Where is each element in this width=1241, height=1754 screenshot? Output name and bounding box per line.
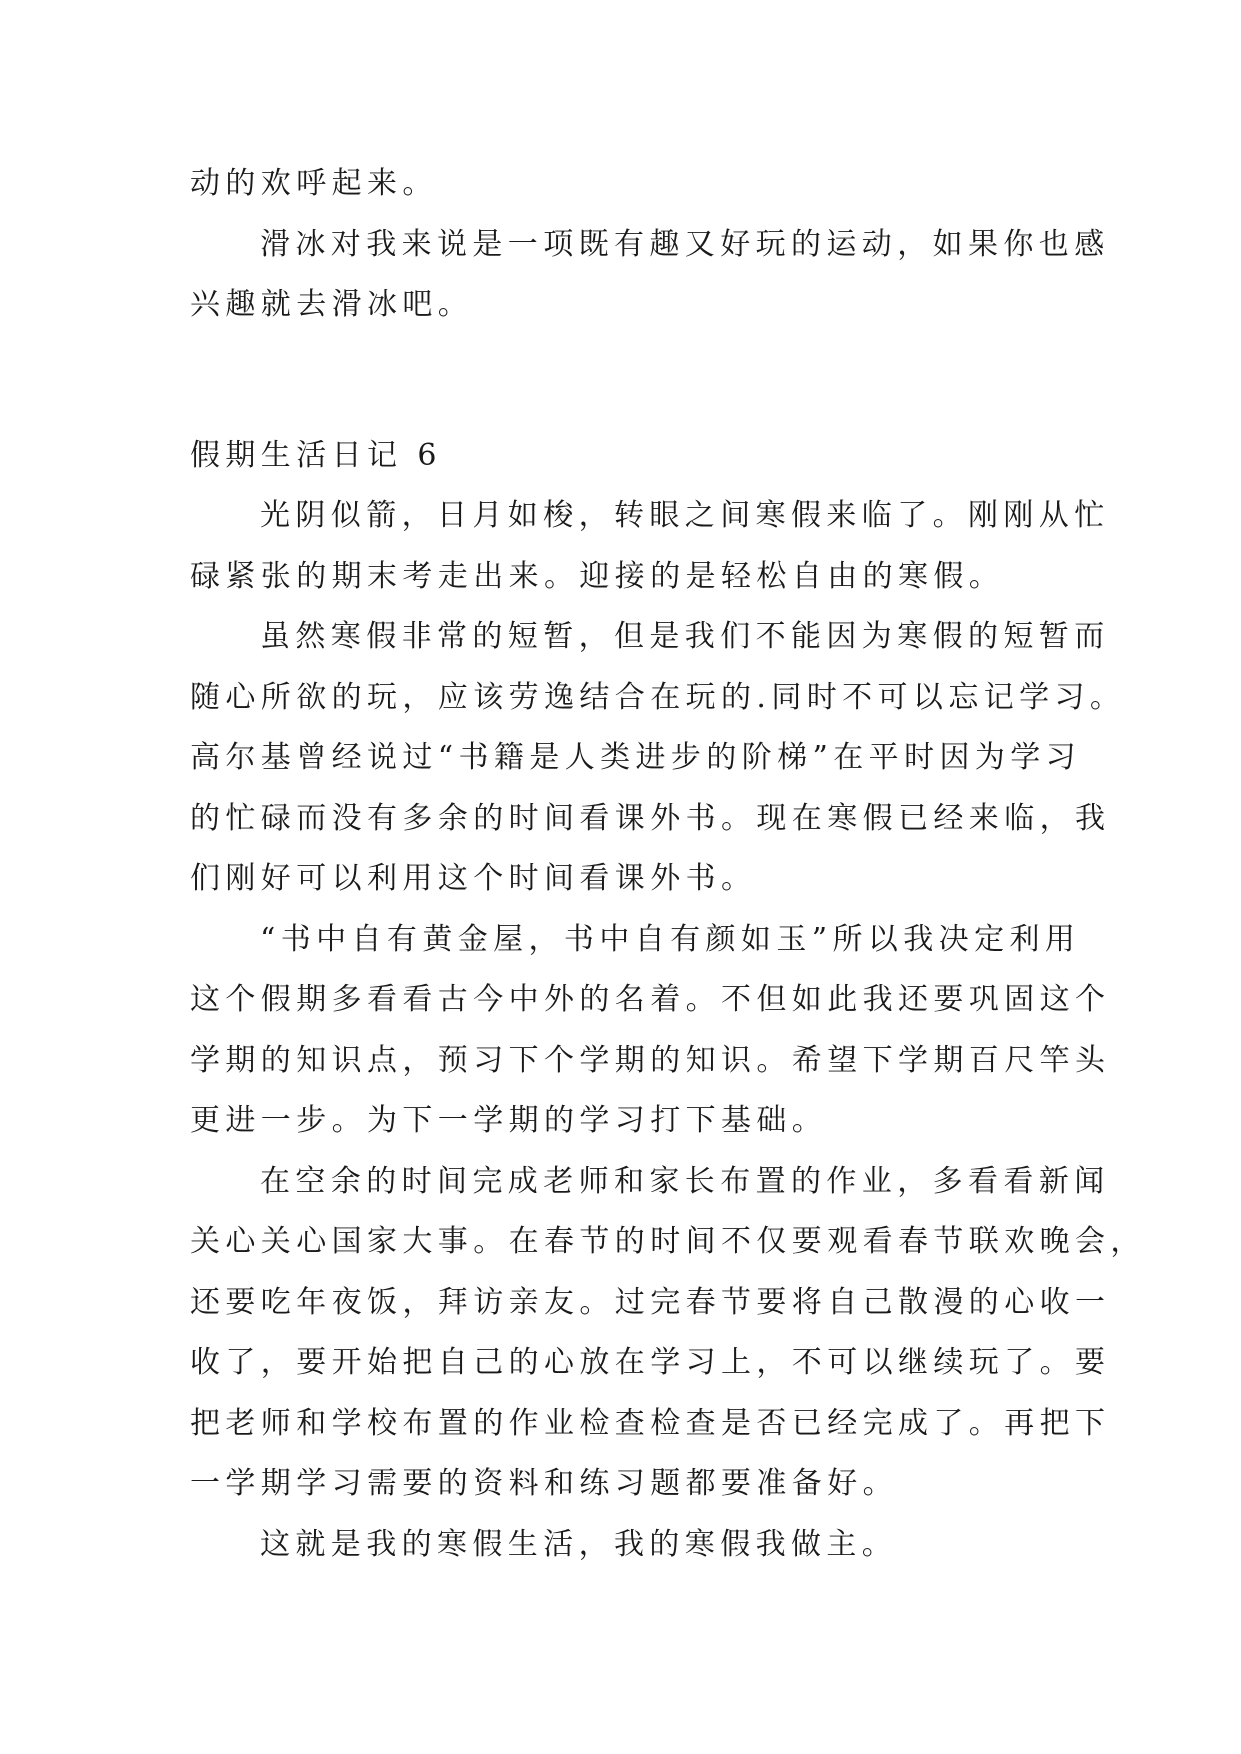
text-line: 一学期学习需要的资料和练习题都要准备好。 <box>190 1466 898 1501</box>
text-line: 关心关心国家大事。在春节的时间不仅要观看春节联欢晚会， <box>190 1224 1146 1259</box>
text-line: 滑冰对我来说是一项既有趣又好玩的运动，如果你也感 <box>260 226 1110 262</box>
paragraph <box>190 1152 1146 1515</box>
document-body <box>190 154 1146 1575</box>
text-line: 在空余的时间完成老师和家长布置的作业，多看看新闻 <box>260 1163 1110 1199</box>
text-line: 把老师和学校布置的作业检查检查是否已经完成了。再把下 <box>190 1405 1111 1441</box>
text-line: 兴趣就去滑冰吧。 <box>190 287 474 322</box>
text-line: 随心所欲的玩，应该劳逸结合在玩的.同时不可以忘记学习。 <box>190 679 1126 715</box>
text-line: 虽然寒假非常的短暂，但是我们不能因为寒假的短暂而 <box>260 619 1110 654</box>
text-line: “书中自有黄金屋，书中自有颜如玉”所以我决定利用 <box>260 921 1081 957</box>
text-line: 动的欢呼起来。 <box>190 166 438 201</box>
paragraph <box>190 1515 1090 1576</box>
text-line: 学期的知识点，预习下个学期的知识。希望下学期百尺竿头 <box>190 1042 1111 1078</box>
text-line: 们刚好可以利用这个时间看课外书。 <box>190 861 757 896</box>
previous-article-conclusion <box>190 215 1110 336</box>
paragraph <box>190 607 1126 910</box>
text-line: 的忙碌而没有多余的时间看课外书。现在寒假已经来临，我 <box>190 800 1111 836</box>
text-line: 这就是我的寒假生活，我的寒假我做主。 <box>260 1526 898 1562</box>
paragraph <box>190 486 1110 607</box>
text-line: 高尔基曾经说过“书籍是人类进步的阶梯”在平时因为学习 <box>190 740 1082 775</box>
previous-article-tail <box>190 154 1090 215</box>
text-line: 这个假期多看看古今中外的名着。不但如此我还要巩固这个 <box>190 982 1111 1017</box>
text-line: 光阴似箭，日月如梭，转眼之间寒假来临了。刚刚从忙 <box>260 498 1110 533</box>
section-title: 假期生活日记 6 <box>190 437 442 473</box>
text-line: 还要吃年夜饭，拜访亲友。过完春节要将自己散漫的心收一 <box>190 1284 1111 1320</box>
section-spacer <box>190 336 1090 426</box>
paragraph <box>190 910 1111 1152</box>
text-line: 更进一步。为下一学期的学习打下基础。 <box>190 1103 828 1138</box>
text-line: 碌紧张的期末考走出来。迎接的是轻松自由的寒假。 <box>190 558 1005 594</box>
text-line: 收了，要开始把自己的心放在学习上，不可以继续玩了。要 <box>190 1345 1111 1380</box>
